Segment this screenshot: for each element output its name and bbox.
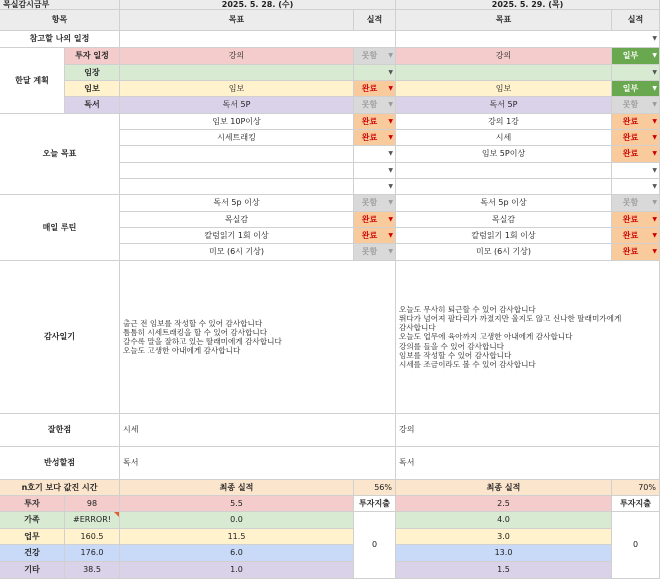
today-goal-d2-text: 임보 5P이상 — [481, 149, 526, 158]
chevron-down-icon[interactable]: ▼ — [652, 182, 657, 190]
chevron-down-icon[interactable]: ▼ — [388, 133, 393, 141]
routine-status-d2-text: 못함 — [622, 198, 639, 207]
today-goal-d2[interactable] — [396, 114, 612, 130]
today-goal-d2[interactable] — [396, 146, 612, 163]
time-row-label-text: 건강 — [24, 548, 40, 557]
chevron-down-icon[interactable]: ▼ — [388, 231, 393, 239]
chevron-down-icon[interactable]: ▼ — [652, 150, 657, 157]
error-marker-icon — [114, 512, 119, 517]
time-row-d1-text: 1.0 — [230, 565, 243, 574]
monthly-goal-d1[interactable] — [120, 48, 354, 65]
spend-value-d1[interactable] — [354, 512, 396, 579]
monthly-sub-label-text: 임보 — [84, 83, 100, 93]
monthly-status-d2-text: 일부 — [622, 51, 639, 60]
time-row-label — [0, 562, 65, 579]
item-header-text: 항목 — [51, 15, 68, 24]
time-row-d1[interactable] — [120, 562, 354, 579]
time-row-d2[interactable] — [396, 545, 612, 562]
spend-value-d2[interactable] — [612, 512, 660, 579]
time-row-d2[interactable] — [396, 529, 612, 545]
routine-status-d2-text: 완료 — [622, 247, 639, 256]
monthly-sub-label — [65, 97, 120, 114]
chevron-down-icon[interactable]: ▼ — [652, 101, 657, 108]
today-goal-d2[interactable] — [396, 130, 612, 146]
time-row-d2-text: 1.5 — [497, 565, 510, 574]
today-status-d1[interactable] — [354, 130, 396, 146]
routine-status-d1-text: 못함 — [361, 198, 378, 207]
today-goal-d2-text: 시세 — [495, 132, 512, 142]
monthly-goal-d1-text: 임보 — [228, 83, 245, 93]
routine-status-d1-text: 완료 — [361, 214, 378, 224]
time-row-d2[interactable] — [396, 562, 612, 579]
today-status-d2-text: 완료 — [622, 149, 639, 158]
chevron-down-icon[interactable]: ▼ — [388, 84, 393, 92]
routine-status-d2-text: 완료 — [622, 230, 639, 240]
result-header-1 — [354, 10, 396, 31]
monthly-status-d1-text: 못함 — [361, 51, 378, 60]
reflect-d2-text: 독서 — [399, 458, 415, 467]
routine-status-d2[interactable] — [612, 212, 660, 228]
routine-status-d2[interactable] — [612, 195, 660, 212]
routine-status-d1[interactable] — [354, 212, 396, 228]
time-row-d1[interactable] — [120, 512, 354, 529]
today-goal-d1[interactable] — [120, 146, 354, 163]
monthly-goal-d2[interactable] — [396, 48, 612, 65]
today-status-d1-text: 완료 — [361, 132, 378, 142]
routine-goal-d1-text: 칼럼읽기 1회 이상 — [204, 230, 269, 240]
time-row-total-text: 38.5 — [83, 565, 101, 574]
reflect-label-text: 반성할점 — [44, 458, 75, 467]
time-row-d1[interactable] — [120, 545, 354, 562]
chevron-down-icon[interactable]: ▼ — [652, 35, 657, 42]
today-status-d2[interactable] — [612, 179, 660, 195]
goal-header-1-text: 목표 — [228, 15, 245, 24]
today-goal-label — [0, 114, 120, 195]
gratitude-label — [0, 261, 120, 414]
chevron-down-icon[interactable]: ▼ — [652, 133, 657, 141]
monthly-sub-label-text: 투자 일정 — [75, 51, 109, 60]
monthly-status-d1[interactable] — [354, 97, 396, 114]
good-label — [0, 414, 120, 447]
routine-goal-d1[interactable] — [120, 195, 354, 212]
result-header-2 — [612, 10, 660, 31]
ref-schedule-d1[interactable] — [120, 31, 396, 48]
routine-goal-d1[interactable] — [120, 244, 354, 261]
time-row-total — [65, 512, 120, 529]
chevron-down-icon[interactable]: ▼ — [652, 117, 657, 125]
final-pct-d2-text: 70% — [638, 482, 656, 492]
today-goal-d2-text: 강의 1강 — [488, 116, 519, 126]
date-header-2-text: 2025. 5. 29. (목) — [491, 0, 564, 9]
time-row-total — [65, 545, 120, 562]
monthly-goal-d2-text: 독서 5P — [489, 100, 518, 109]
monthly-goal-d1[interactable] — [120, 81, 354, 97]
time-row-d1[interactable] — [120, 529, 354, 545]
chevron-down-icon[interactable]: ▼ — [652, 199, 657, 206]
monthly-goal-d2[interactable] — [396, 97, 612, 114]
good-d1-text: 시세 — [123, 425, 139, 434]
routine-status-d1[interactable] — [354, 244, 396, 261]
time-row-label-text: 기타 — [24, 565, 40, 574]
monthly-plan-label — [0, 48, 65, 114]
time-row-d1-text: 5.5 — [230, 498, 243, 508]
goal-header-1 — [120, 10, 354, 31]
good-d1[interactable] — [120, 414, 396, 447]
time-row-total — [65, 529, 120, 545]
sheet-title-text: 목실감시금부 — [3, 0, 50, 9]
routine-goal-d2-text: 목실감 — [491, 214, 516, 224]
final-pct-d1 — [354, 480, 396, 496]
time-row-d2[interactable] — [396, 512, 612, 529]
chevron-down-icon[interactable]: ▼ — [388, 68, 393, 76]
today-status-d1[interactable] — [354, 163, 396, 179]
final-label-d2-text: 최종 실적 — [486, 482, 521, 492]
good-d2[interactable] — [396, 414, 660, 447]
time-row-label-text: 투자 — [24, 498, 40, 508]
routine-status-d2-text: 완료 — [622, 214, 639, 224]
time-row-total-text: 98 — [86, 498, 98, 508]
time-row-d1-text: 0.0 — [230, 515, 243, 524]
today-status-d1[interactable] — [354, 179, 396, 195]
chevron-down-icon[interactable]: ▼ — [652, 166, 657, 174]
routine-status-d2[interactable] — [612, 228, 660, 244]
monthly-status-d2-text: 일부 — [622, 83, 639, 93]
monthly-sub-label — [65, 81, 120, 97]
monthly-goal-d2-text: 강의 — [495, 51, 512, 60]
routine-status-d2[interactable] — [612, 244, 660, 261]
ref-schedule-label — [0, 31, 120, 48]
daily-routine-label-text: 매일 루틴 — [42, 222, 77, 232]
time-row-label-text: 업무 — [24, 531, 40, 541]
monthly-sub-label — [65, 48, 120, 65]
today-goal-d2[interactable] — [396, 163, 612, 179]
monthly-plan-label-text: 한달 계획 — [15, 75, 49, 85]
chevron-down-icon[interactable]: ▼ — [652, 68, 657, 76]
routine-goal-d1[interactable] — [120, 212, 354, 228]
ref-schedule-d2[interactable] — [396, 31, 660, 48]
time-row-d2[interactable] — [396, 496, 612, 512]
result-header-1-text: 실적 — [366, 15, 383, 24]
monthly-goal-d1[interactable] — [120, 97, 354, 114]
chevron-down-icon[interactable]: ▼ — [652, 215, 657, 223]
routine-goal-d2-text: 칼럼읽기 1회 이상 — [471, 230, 536, 240]
monthly-status-d2[interactable] — [612, 97, 660, 114]
today-goal-d1[interactable] — [120, 114, 354, 130]
monthly-sub-label-text: 독서 — [84, 100, 100, 109]
monthly-goal-d1-text: 독서 5P — [222, 100, 251, 109]
time-row-label — [0, 529, 65, 545]
time-row-label — [0, 496, 65, 512]
final-label-d1 — [120, 480, 354, 496]
monthly-status-d1[interactable] — [354, 81, 396, 97]
time-row-label — [0, 512, 65, 529]
time-row-d1-text: 11.5 — [227, 531, 246, 541]
time-row-d2-text: 13.0 — [494, 548, 513, 557]
final-pct-d1-text: 56% — [374, 482, 392, 492]
routine-goal-d1[interactable] — [120, 228, 354, 244]
good-label-text: 잘한점 — [47, 425, 72, 434]
spend-value-d2-text: 0 — [632, 540, 639, 549]
today-goal-d1[interactable] — [120, 179, 354, 195]
time-row-d2-text: 4.0 — [497, 515, 510, 524]
spend-label-d1-text: 투자지출 — [359, 498, 390, 508]
today-status-d1-text: 완료 — [361, 116, 378, 126]
routine-goal-d1-text: 목실감 — [224, 214, 249, 224]
date-header-1-text: 2025. 5. 28. (수) — [221, 0, 294, 9]
today-goal-d1[interactable] — [120, 130, 354, 146]
time-row-label-text: 가족 — [24, 515, 40, 524]
routine-status-d1[interactable] — [354, 195, 396, 212]
spend-label-d1 — [354, 496, 396, 512]
monthly-status-d1-text: 완료 — [361, 83, 378, 93]
gratitude-d2[interactable] — [396, 261, 660, 414]
time-row-total — [65, 496, 120, 512]
today-status-d2[interactable] — [612, 114, 660, 130]
spend-label-d2-text: 투자지출 — [620, 498, 651, 508]
chevron-down-icon[interactable]: ▼ — [652, 248, 657, 255]
today-goal-label-text: 오늘 목표 — [42, 149, 77, 158]
chevron-down-icon[interactable]: ▼ — [388, 150, 393, 157]
time-row-total-text: 176.0 — [80, 548, 104, 557]
chevron-down-icon[interactable]: ▼ — [388, 199, 393, 206]
gratitude-label-text: 감사일기 — [44, 332, 75, 341]
reflect-d2[interactable] — [396, 447, 660, 480]
chevron-down-icon[interactable]: ▼ — [388, 52, 393, 59]
monthly-goal-d2[interactable] — [396, 81, 612, 97]
monthly-status-d2[interactable] — [612, 48, 660, 65]
time-row-label — [0, 545, 65, 562]
gratitude-d1-text: 출근 전 임보를 작성할 수 있어 감사합니다 틈틈히 시세트래킹을 할 수 있어 감사합니다 갈수록 말을 잘하고 있는 딸래미에게 감사합니다 오늘도 고생한 아내에게 감사합니다 — [123, 318, 282, 356]
sheet-title — [0, 0, 120, 10]
monthly-sub-label — [65, 65, 120, 81]
routine-goal-d1-text: 미모 (6시 기상) — [208, 247, 265, 256]
routine-goal-d2[interactable] — [396, 212, 612, 228]
today-goal-d2[interactable] — [396, 179, 612, 195]
today-status-d2[interactable] — [612, 130, 660, 146]
chevron-down-icon[interactable]: ▼ — [388, 182, 393, 190]
time-row-total — [65, 562, 120, 579]
chevron-down-icon[interactable]: ▼ — [388, 248, 393, 255]
monthly-status-d2[interactable] — [612, 81, 660, 97]
chevron-down-icon[interactable]: ▼ — [388, 166, 393, 174]
time-row-d2-text: 3.0 — [497, 531, 510, 541]
date-header-1 — [120, 0, 396, 10]
spend-label-d2 — [612, 496, 660, 512]
item-header — [0, 10, 120, 31]
final-pct-d2 — [612, 480, 660, 496]
routine-goal-d2-text: 미모 (6시 기상) — [475, 247, 532, 256]
time-spent-label-text: n호기 보다 값진 시간 — [21, 482, 98, 492]
monthly-goal-d2[interactable] — [396, 65, 612, 81]
chevron-down-icon[interactable]: ▼ — [388, 101, 393, 108]
today-goal-d1[interactable] — [120, 163, 354, 179]
today-status-d2-text: 완료 — [622, 116, 639, 126]
spend-value-d1-text: 0 — [371, 540, 378, 549]
time-row-d1[interactable] — [120, 496, 354, 512]
routine-goal-d2-text: 독서 5p 이상 — [480, 198, 527, 207]
monthly-goal-d1-text: 강의 — [228, 51, 245, 60]
chevron-down-icon[interactable]: ▼ — [652, 231, 657, 239]
monthly-status-d2[interactable] — [612, 65, 660, 81]
today-status-d1[interactable] — [354, 114, 396, 130]
today-status-d1[interactable] — [354, 146, 396, 163]
monthly-status-d1-text: 못함 — [361, 100, 378, 109]
routine-goal-d1-text: 독서 5p 이상 — [213, 198, 260, 207]
good-d2-text: 강의 — [399, 425, 415, 434]
routine-status-d1-text: 못함 — [361, 247, 378, 256]
routine-goal-d2[interactable] — [396, 228, 612, 244]
today-status-d2[interactable] — [612, 163, 660, 179]
monthly-goal-d1[interactable] — [120, 65, 354, 81]
monthly-sub-label-text: 임장 — [84, 67, 100, 77]
daily-routine-label — [0, 195, 120, 261]
result-header-2-text: 실적 — [627, 15, 644, 24]
time-row-d1-text: 6.0 — [230, 548, 243, 557]
goal-header-2 — [396, 10, 612, 31]
time-row-d2-text: 2.5 — [497, 498, 510, 508]
gratitude-d2-text: 오늘도 무사히 퇴근할 수 있어 감사합니다 뛰다가 넘어져 팔다리가 까졌지만 울지도 않고 신나한 딸래미가에게 감사합니다 오늘도 업무에 육아까지 고생한 아내에게 감사합니다 강의를 들을 수 있어 감사합니다 임보를 작성할 수 있어 감사합니다 시세를 조금이라도 볼 수 있어 감사합니다 — [399, 304, 622, 370]
ref-schedule-label-text: 참고할 나의 일정 — [29, 34, 90, 43]
routine-goal-d2[interactable] — [396, 195, 612, 212]
gratitude-d1[interactable] — [120, 261, 396, 414]
final-label-d1-text: 최종 실적 — [219, 482, 254, 492]
date-header-2 — [396, 0, 660, 10]
monthly-goal-d2-text: 임보 — [495, 83, 512, 93]
routine-goal-d2[interactable] — [396, 244, 612, 261]
time-spent-label — [0, 480, 120, 496]
routine-status-d1-text: 완료 — [361, 230, 378, 240]
time-row-total-text: 160.5 — [80, 531, 104, 541]
final-label-d2 — [396, 480, 612, 496]
chevron-down-icon[interactable]: ▼ — [652, 84, 657, 92]
chevron-down-icon[interactable]: ▼ — [388, 215, 393, 223]
goal-header-2-text: 목표 — [495, 15, 512, 24]
today-status-d2-text: 완료 — [622, 132, 639, 142]
reflect-d1-text: 독서 — [123, 458, 139, 467]
monthly-status-d1[interactable] — [354, 65, 396, 81]
today-status-d2[interactable] — [612, 146, 660, 163]
monthly-status-d1[interactable] — [354, 48, 396, 65]
today-goal-d1-text: 임보 10P이상 — [212, 116, 261, 126]
routine-status-d1[interactable] — [354, 228, 396, 244]
chevron-down-icon[interactable]: ▼ — [388, 117, 393, 125]
reflect-label — [0, 447, 120, 480]
chevron-down-icon[interactable]: ▼ — [652, 52, 657, 59]
monthly-status-d2-text: 못함 — [622, 100, 639, 109]
today-goal-d1-text: 시세트래킹 — [217, 132, 256, 142]
reflect-d1[interactable] — [120, 447, 396, 480]
time-row-total-text: #ERROR! — [73, 515, 111, 524]
